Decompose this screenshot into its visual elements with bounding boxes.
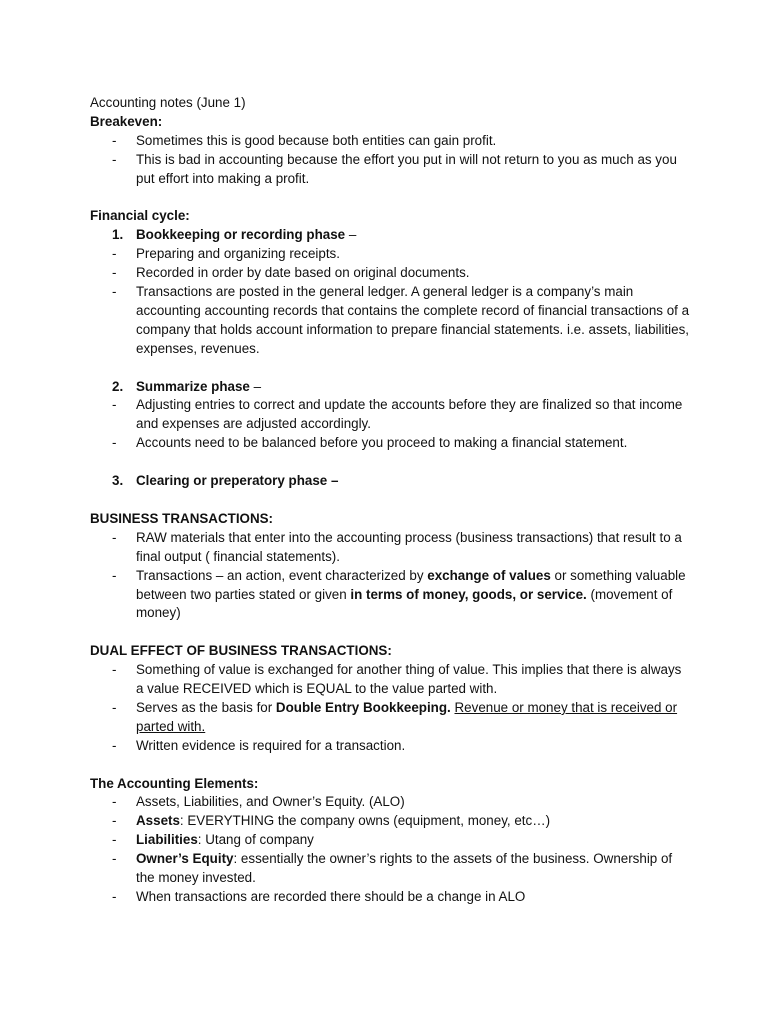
breakeven-heading: Breakeven: bbox=[90, 113, 163, 129]
dash-marker: - bbox=[112, 529, 117, 545]
dash-marker: - bbox=[112, 699, 117, 715]
dual-effect-heading: DUAL EFFECT OF BUSINESS TRANSACTIONS: bbox=[90, 643, 392, 659]
dash-marker: - bbox=[112, 567, 117, 583]
list-item: - Recorded in order by date based on original documents. bbox=[90, 264, 690, 283]
list-item: - This is bad in accounting because the effort you put in will not return to you as much as you put effort into making a profit. bbox=[112, 151, 677, 186]
dash-marker: - bbox=[112, 132, 117, 148]
financial-cycle-heading: Financial cycle: bbox=[90, 208, 190, 224]
dash-marker: - bbox=[112, 851, 117, 867]
doc-title: Accounting notes (June 1) bbox=[90, 95, 246, 110]
list-item: - Assets, Liabilities, and Owner’s Equity. (ALO) bbox=[90, 793, 690, 812]
dash-marker: - bbox=[112, 794, 117, 810]
list-item: - Transactions – an action, event characterized by exchange of values or something valuable between two parties stated or given in terms of money, goods, or service. (movement of money) bbox=[112, 567, 686, 621]
dash-marker: - bbox=[112, 888, 117, 904]
dash-marker: - bbox=[112, 284, 117, 300]
dash-marker: - bbox=[112, 832, 117, 848]
list-item: - Something of value is exchanged for another thing of value. This implies that there is always a value RECEIVED which is EQUAL to the value parted with. bbox=[112, 662, 682, 697]
dash-marker: - bbox=[112, 265, 117, 281]
list-item: - Liabilities: Utang of company bbox=[90, 831, 690, 850]
list-item: - Adjusting entries to correct and update the accounts before they are finalized so that income and expenses are adjusted accordingly. bbox=[112, 397, 683, 432]
dash-marker: - bbox=[112, 662, 117, 678]
phase-heading: 2. Summarize phase – bbox=[112, 378, 262, 394]
list-item: - Serves as the basis for Double Entry Bookkeeping. Revenue or money that is received or parted with. bbox=[112, 699, 678, 734]
list-item: - Accounts need to be balanced before you proceed to making a financial statement. bbox=[90, 434, 690, 453]
dash-marker: - bbox=[112, 151, 117, 167]
business-transactions-heading: BUSINESS TRANSACTIONS: bbox=[90, 510, 274, 526]
dash-marker: - bbox=[112, 813, 117, 829]
dash-marker: - bbox=[112, 737, 117, 753]
accounting-elements-heading: The Accounting Elements: bbox=[90, 775, 259, 791]
list-item: - Written evidence is required for a transaction. bbox=[90, 737, 690, 756]
list-item: - When transactions are recorded there should be a change in ALO bbox=[90, 888, 690, 907]
list-item: - Owner’s Equity: essentially the owner’s rights to the assets of the business. Ownership of the money invested. bbox=[112, 851, 673, 886]
list-item: - Preparing and organizing receipts. bbox=[90, 245, 690, 264]
phase-heading: 3. Clearing or preperatory phase – bbox=[112, 473, 339, 489]
phase-heading: 1. Bookkeeping or recording phase – bbox=[112, 227, 357, 243]
dash-marker: - bbox=[112, 397, 117, 413]
dash-marker: - bbox=[112, 246, 117, 262]
notes-body bbox=[90, 94, 690, 907]
list-item: - RAW materials that enter into the accounting process (business transactions) that result to a final output ( financial statements). bbox=[112, 529, 682, 564]
list-item: - Assets: EVERYTHING the company owns (equipment, money, etc…) bbox=[90, 812, 690, 831]
list-item: - Sometimes this is good because both entities can gain profit. bbox=[90, 132, 690, 151]
list-item: - Transactions are posted in the general ledger. A general ledger is a company’s main accounting accounting records that contains the complete record of financial transactions of a company that holds account information to prepare financial statements. i.e. assets, liabilities, expenses, revenues. bbox=[112, 284, 690, 356]
dash-marker: - bbox=[112, 435, 117, 451]
